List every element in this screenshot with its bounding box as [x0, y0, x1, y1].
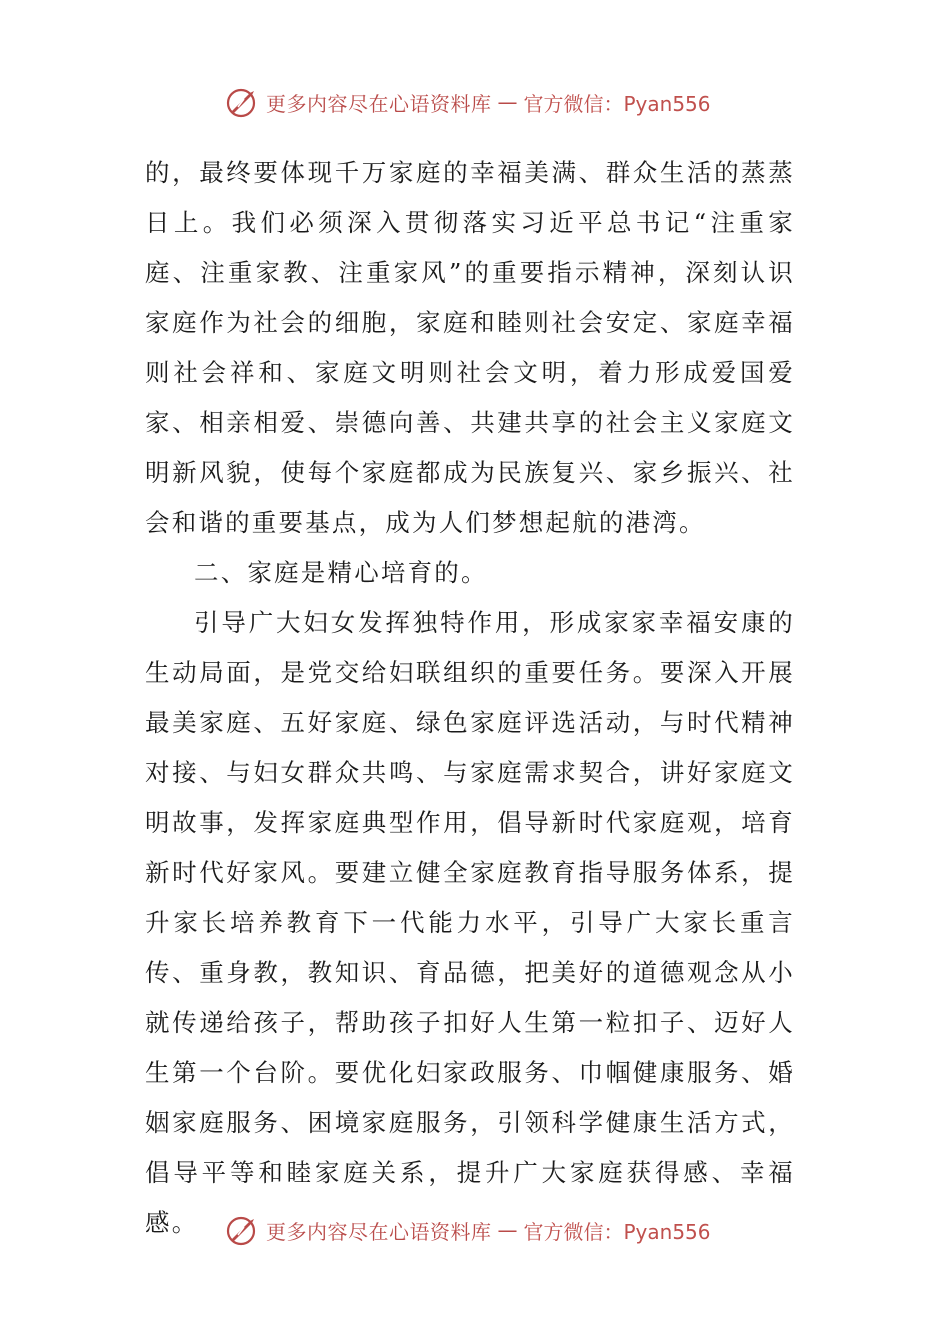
watermark-wechat-text: 官方微信：Pyan556 — [523, 91, 711, 116]
document-body — [145, 148, 795, 1248]
paragraph-body: 引导广大妇女发挥独特作用，形成家家幸福安康的生动局面，是党交给妇联组织的重要任务。要深入开展最美家庭、五好家庭、绿色家庭评选活动，与时代精神对接、与妇女群众共鸣、与家庭需求契合，讲好家庭文明故事，发挥家庭典型作用，倡导新时代家庭观，培育新时代好家风。要建立健全家庭教育指导服务体系，提升家长培养教育下一代能力水平，引导广大家长重言传、重身教，教知识、育品德，把美好的道德观念从小就传递给孩子，帮助孩子扣好人生第一粒扣子、迈好人生第一个台阶。要优化妇家政服务、巾帼健康服务、婚姻家庭服务、困境家庭服务，引领科学健康生活方式，倡导平等和睦家庭关系，提升广大家庭获得感、幸福感。 — [145, 608, 795, 1237]
paragraph-continuation: 的，最终要体现千万家庭的幸福美满、群众生活的蒸蒸日上。我们必须深入贯彻落实习近平总书记“注重家庭、注重家教、注重家风”的重要指示精神，深刻认识家庭作为社会的细胞，家庭和睦则社会安定、家庭幸福则社会祥和、家庭文明则社会文明，着力形成爱国爱家、相亲相爱、崇德向善、共建共享的社会主义家庭文明新风貌，使每个家庭都成为民族复兴、家乡振兴、社会和谐的重要基点，成为人们梦想起航的港湾。 — [145, 158, 795, 537]
watermark-wechat-text: 官方微信：Pyan556 — [523, 1219, 711, 1244]
watermark-separator: — — [497, 90, 518, 114]
section-heading: 二、家庭是精心培育的。 — [194, 558, 488, 587]
watermark-separator: — — [497, 1218, 518, 1242]
watermark-brand-text: 更多内容尽在心语资料库 — [266, 1219, 492, 1244]
header-watermark — [226, 82, 746, 122]
quill-pen-logo-icon — [226, 1213, 260, 1247]
footer-watermark — [226, 1210, 746, 1250]
watermark-brand-text: 更多内容尽在心语资料库 — [266, 91, 492, 116]
quill-pen-logo-icon — [226, 85, 260, 119]
